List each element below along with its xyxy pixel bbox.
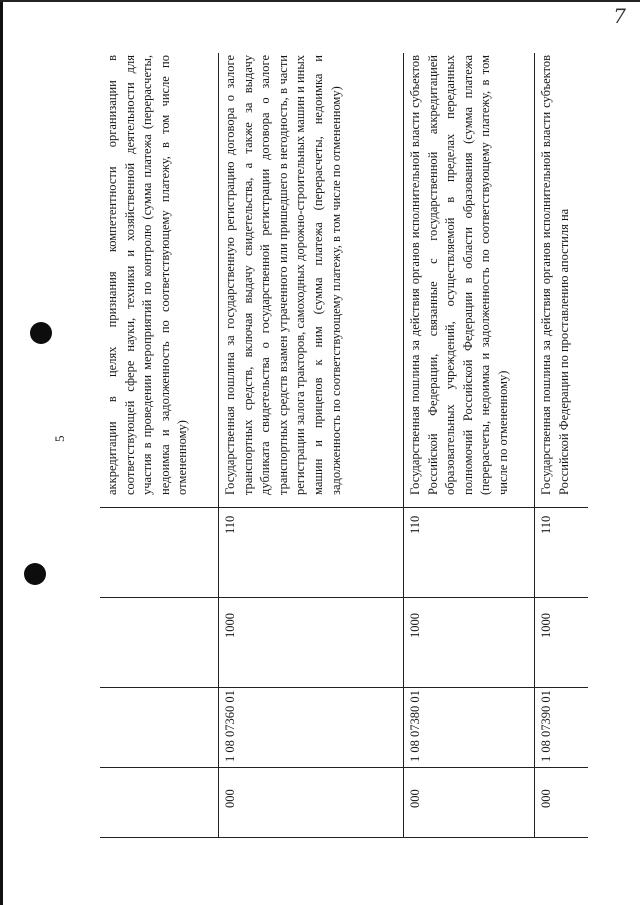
col-divider	[100, 507, 218, 508]
col-divider	[218, 597, 403, 598]
scan-edge-left	[0, 0, 3, 905]
row-subcode: 1000	[539, 613, 553, 638]
col-divider	[100, 687, 218, 688]
table-row	[403, 53, 535, 838]
row-description: Государственная пошлина за действия органов исполнительной власти субъектов Российской Федерации по проставлению апостиля на	[539, 55, 571, 495]
col-divider	[100, 837, 218, 838]
row-subcode: 1000	[408, 613, 422, 638]
col-divider	[534, 767, 588, 768]
row-description: аккредитации в целях признания компетентности организации в соответствующей сфере науки, техники и хозяйственной деятельности для участия в проведении мероприятий по контролю (сумма платежа (перерасчеты, недоимка и задолженность по соответствующему платежу, в том числе по отмененному)	[105, 55, 190, 495]
col-divider	[403, 767, 534, 768]
punch-hole-lower	[24, 563, 46, 585]
col-divider	[218, 687, 403, 688]
col-divider	[534, 687, 588, 688]
table-row	[100, 53, 219, 838]
row-kosgu: 110	[223, 515, 237, 534]
table-row	[534, 53, 588, 838]
col-divider	[534, 837, 588, 838]
row-description: Государственная пошлина за действия органов исполнительной власти субъектов Российской Федерации, связанные с государственной аккредитацией образовательных учреждений, осуществляемой в пределах переданных полномочий Российской Федерации в области образования (сумма платежа (перерасчеты, недоимка и задолженность по соответствующему платежу, в том числе по отмененному)	[408, 55, 510, 495]
col-divider	[218, 767, 403, 768]
col-divider	[403, 507, 534, 508]
rotated-table	[100, 53, 588, 838]
col-divider	[403, 837, 534, 838]
col-divider	[218, 507, 403, 508]
col-divider	[534, 597, 588, 598]
corner-handwritten-mark: 7	[613, 4, 626, 28]
row-admin-code: 000	[223, 789, 237, 808]
punch-hole-upper	[30, 322, 52, 344]
row-subcode: 1000	[223, 613, 237, 638]
col-divider	[218, 837, 403, 838]
row-kbk-code: 1 08 07360 01	[223, 690, 237, 762]
col-divider	[100, 767, 218, 768]
row-kbk-code: 1 08 07380 01	[408, 690, 422, 762]
row-kosgu: 110	[539, 515, 553, 534]
row-kosgu: 110	[408, 515, 422, 534]
table-row	[218, 53, 404, 838]
row-admin-code: 000	[539, 789, 553, 808]
row-kbk-code: 1 08 07390 01	[539, 690, 553, 762]
col-divider	[403, 597, 534, 598]
row-admin-code: 000	[408, 789, 422, 808]
scan-edge-top	[0, 0, 640, 2]
col-divider	[534, 507, 588, 508]
col-divider	[100, 597, 218, 598]
page-number: 5	[52, 435, 67, 442]
row-description: Государственная пошлина за государственную регистрацию договора о залоге транспортных средств, включая выдачу свидетельства, а также за выдачу дубликата свидетельства о государственной регистрации договора о залоге транспортных средств взамен утраченного или пришедшего в негодность, в части регистрации залога тракторов, самоходных дорожно-строительных машин и иных машин и прицепов к ним (сумма платежа (перерасчеты, недоимка и задолженность по соответствующему платежу, в том числе по отмененному)	[223, 55, 343, 495]
col-divider	[403, 687, 534, 688]
